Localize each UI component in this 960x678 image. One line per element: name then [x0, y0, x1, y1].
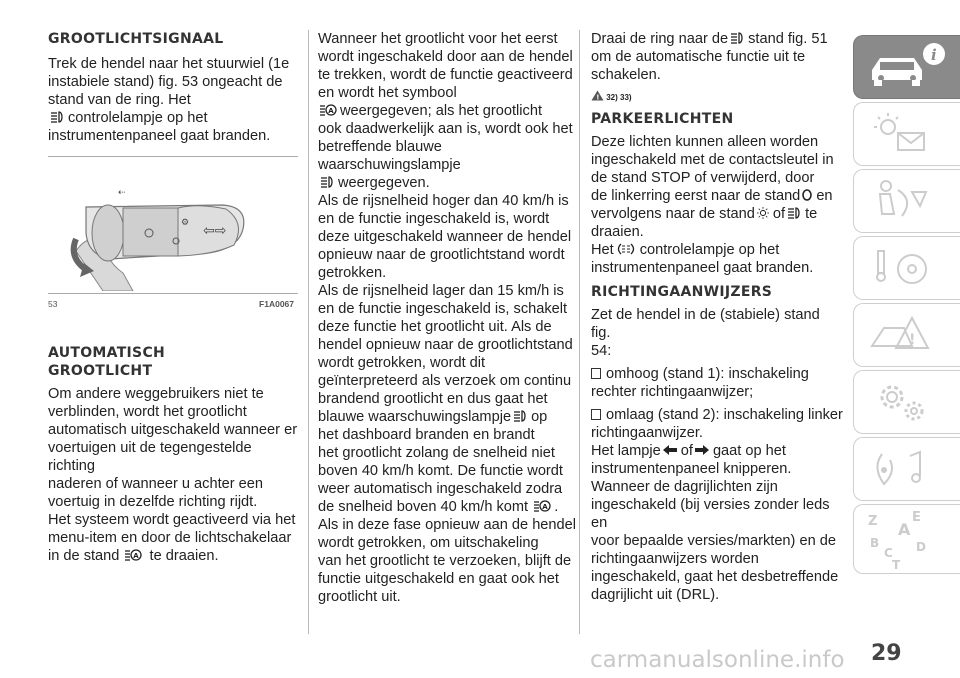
multimedia-icon — [854, 438, 960, 502]
text-span: gaat op het — [712, 443, 786, 459]
text-span: controlelampje op het — [68, 110, 208, 126]
text-line: instrumentenpaneel gaat branden. — [591, 260, 814, 276]
list-item — [591, 406, 843, 424]
text-line — [48, 109, 298, 127]
figure-caption — [48, 295, 298, 313]
text-line: dagrijlicht uit (DRL). — [591, 587, 720, 603]
warning-icon — [591, 90, 604, 101]
svg-text:⚙: ⚙ — [181, 218, 190, 228]
column-divider-2 — [579, 30, 580, 634]
text-line: ingeschakeld, gaat het desbetreffende — [591, 569, 839, 585]
text-span: te — [805, 206, 818, 222]
text-line: deze functie het grootlicht uit. Als de — [318, 319, 552, 335]
text-line: getrokken. — [318, 265, 387, 281]
text-line: Om andere weggebruikers niet te — [48, 386, 264, 402]
warning-triangle-icon — [854, 304, 960, 368]
text-line — [318, 102, 576, 120]
svg-text:Z: Z — [868, 514, 878, 529]
text-line: Als de rijsnelheid hoger dan 40 km/h is — [318, 193, 569, 209]
heading-automatisch: AUTOMATISCH — [48, 345, 166, 361]
text-line: om de automatische functie uit te — [591, 49, 806, 65]
figure-number: 53 — [48, 299, 58, 309]
tab-emergency[interactable] — [853, 303, 960, 367]
text-line — [591, 241, 843, 259]
text-line: instabiele stand) fig. 53 ongeacht de — [48, 74, 283, 90]
text-span: omhoog (stand 1): inschakeling — [606, 366, 809, 382]
text-line: schakelen. — [591, 67, 661, 83]
heading-richtingaanwijzers: RICHTINGAANWIJZERS — [591, 284, 773, 300]
warning-refs — [591, 90, 843, 104]
text-span: weergegeven; als het grootlicht — [340, 103, 543, 119]
bullet-square — [591, 368, 601, 379]
text-line: verblinden, wordt het grootlicht — [48, 404, 247, 420]
tab-index[interactable] — [853, 504, 960, 574]
text-line — [48, 547, 298, 565]
text-line: wordt ingeschakeld door aan de hendel — [318, 49, 573, 65]
text-span: de snelheid boven 40 km/h komt — [318, 499, 529, 515]
text-span: Draai de ring naar de — [591, 31, 729, 47]
text-line: Trek de hendel naar het stuurwiel (1e — [48, 56, 290, 72]
stalk-illustration — [48, 163, 298, 291]
text-line: ingeschakeld (bij versies zonder leds en — [591, 497, 830, 531]
text-line: hendel opnieuw naar de grootlichtstand — [318, 337, 573, 353]
text-line: Wanneer de dagrijlichten zijn — [591, 479, 778, 495]
text-line: het grootlicht zolang de snelheid niet — [318, 445, 555, 461]
text-line: brandend grootlicht en dus gaat het — [318, 391, 548, 407]
column-2 — [318, 30, 576, 606]
text-line: 54: — [591, 343, 612, 359]
side-lights-icon — [756, 207, 770, 219]
high-beam-icon — [729, 32, 745, 44]
tab-starting-driving[interactable] — [853, 236, 960, 300]
text-line: stand van de ring. Het — [48, 92, 191, 108]
text-line: waarschuwingslampje — [318, 157, 461, 173]
text-span: weergegeven. — [338, 175, 430, 191]
gears-icon — [854, 371, 960, 435]
svg-text:A: A — [898, 520, 911, 539]
tab-maintenance[interactable] — [853, 370, 960, 434]
svg-text:E: E — [912, 510, 921, 525]
text-span: op — [531, 409, 548, 425]
tab-lights-warnings[interactable] — [853, 102, 960, 166]
text-line: menu-item en door de lichtschakelaar — [48, 530, 292, 546]
svg-text:A: A — [133, 552, 140, 560]
text-line: weer automatisch ingeschakeld zodra — [318, 481, 563, 497]
auto-high-beam-icon — [124, 549, 142, 561]
text-span: Het — [591, 242, 614, 258]
svg-text:C: C — [884, 546, 893, 560]
svg-text:T: T — [892, 558, 901, 572]
text-span: blauwe waarschuwingslampje — [318, 409, 512, 425]
steering-wheel-icon — [854, 237, 960, 301]
high-beam-icon — [786, 207, 802, 219]
text-line: richtingaanwijzer. — [591, 425, 703, 441]
text-line: Als in deze fase opnieuw aan de hendel — [318, 517, 577, 533]
svg-text:i: i — [931, 46, 937, 64]
heading-grootlichtsignaal: GROOTLICHTSIGNAAL — [48, 31, 224, 47]
left-arrow-icon — [662, 444, 678, 456]
text-line: opnieuw naar de grootlichtstand wordt — [318, 247, 565, 263]
text-line: en de functie ingeschakeld is, wordt — [318, 211, 550, 227]
text-span: vervolgens naar de stand — [591, 206, 755, 222]
right-arrow-icon — [694, 444, 710, 456]
text-line: deze uitgeschakeld wanneer de hendel — [318, 229, 572, 245]
text-line — [591, 30, 843, 48]
text-line: instrumentenpaneel gaat branden. — [48, 128, 271, 144]
text-line: richtingaanwijzers worden — [591, 551, 759, 567]
text-line: Deze lichten kunnen alleen worden — [591, 134, 819, 150]
text-line — [591, 205, 843, 223]
text-line: automatisch uitgeschakeld wanneer er — [48, 422, 298, 438]
text-line: het dashboard branden en brandt — [318, 427, 535, 443]
svg-text:!: ! — [909, 332, 916, 348]
text-line: Als de rijsnelheid lager dan 15 km/h is — [318, 283, 564, 299]
text-span: stand fig. 51 — [748, 31, 828, 47]
text-line: wordt getrokken, om uitschakeling — [318, 535, 539, 551]
tab-car-info[interactable] — [853, 35, 960, 99]
text-span: of — [680, 443, 693, 459]
text-span: en — [816, 188, 833, 204]
high-beam-icon — [319, 176, 335, 188]
column-3 — [591, 30, 843, 604]
text-line: wordt getrokken, wordt dit — [318, 355, 486, 371]
page-number: 29 — [871, 641, 902, 666]
text-line: Het systeem wordt geactiveerd via het — [48, 512, 296, 528]
text-line: en wordt het symbool — [318, 85, 457, 101]
text-span: . — [554, 499, 559, 515]
text-line: voor bepaalde versies/markten) en de — [591, 533, 836, 549]
text-line — [591, 187, 843, 205]
bullet-square — [591, 409, 601, 420]
text-line — [591, 442, 843, 460]
text-span: Het lampje — [591, 443, 661, 459]
airbag-icon — [854, 170, 960, 234]
text-line — [318, 408, 576, 426]
list-item — [591, 365, 843, 383]
svg-text:A: A — [542, 503, 548, 511]
text-span: of — [772, 206, 786, 222]
text-line: ingeschakeld met de contactsleutel in — [591, 152, 834, 168]
high-beam-icon — [512, 410, 528, 422]
alphabet-index-icon — [854, 505, 960, 575]
text-line: functie uitgeschakeld en gaat ook het — [318, 571, 559, 587]
auto-high-beam-icon — [319, 104, 337, 116]
heading-grootlicht: GROOTLICHT — [48, 363, 153, 379]
svg-text:⇠: ⇠ — [118, 188, 126, 198]
figure-code: F1A0067 — [259, 299, 294, 309]
text-line: Wanneer het grootlicht voor het eerst — [318, 31, 558, 47]
text-line: naderen of wanneer u achter een — [48, 476, 264, 492]
text-span: te draaien. — [149, 548, 219, 564]
text-line: betreffende blauwe — [318, 139, 442, 155]
text-line: rechter richtingaanwijzer; — [591, 384, 754, 400]
svg-text:D: D — [916, 540, 926, 554]
text-line: geïnterpreteerd als verzoek om continu — [318, 373, 572, 389]
position-o-icon — [801, 189, 813, 201]
auto-section — [48, 344, 298, 565]
text-line — [318, 498, 576, 516]
watermark: carmanualsonline.info — [590, 647, 845, 673]
tab-safety[interactable] — [853, 169, 960, 233]
text-line — [318, 174, 576, 192]
column-1 — [48, 30, 298, 564]
text-line: draaien. — [591, 224, 644, 240]
figure-separator — [48, 156, 298, 157]
text-line: van het grootlicht te verzoeken, blijft de — [318, 553, 572, 569]
svg-text:A: A — [328, 107, 334, 115]
lights-warning-icon — [854, 103, 960, 167]
svg-text:⇦⇨: ⇦⇨ — [203, 223, 227, 239]
text-line: grootlicht uit. — [318, 589, 401, 605]
svg-text:B: B — [870, 536, 880, 550]
text-line: instrumentenpaneel knipperen. — [591, 461, 792, 477]
high-beam-icon — [49, 111, 65, 123]
text-span: de linkerring eerst naar de stand — [591, 188, 801, 204]
auto-high-beam-icon — [533, 500, 551, 512]
text-line: de stand STOP of verwijderd, door — [591, 170, 815, 186]
text-span: omlaag (stand 2): inschakeling linker — [606, 407, 843, 423]
text-span: in de stand — [48, 548, 120, 564]
warning-ref-numbers: 32) 33) — [606, 93, 632, 102]
text-line: boven 40 km/h komt. De functie wordt — [318, 463, 563, 479]
column-divider-1 — [308, 30, 309, 634]
parking-lights-icon — [615, 243, 637, 255]
text-line: voertuig in dezelfde richting rijdt. — [48, 494, 258, 510]
text-line: voertuigen uit de tegengestelde richting — [48, 440, 252, 474]
figure-caption-rule — [48, 293, 298, 294]
text-span: controlelampje op het — [639, 242, 780, 258]
text-line: te trekken, wordt de functie geactiveerd — [318, 67, 573, 83]
tab-multimedia[interactable] — [853, 437, 960, 501]
car-info-icon — [854, 36, 960, 100]
text-line: ook daadwerkelijk aan is, wordt ook het — [318, 121, 573, 137]
text-line: Zet de hendel in de (stabiele) stand fig. — [591, 307, 820, 341]
text-line: en de functie ingeschakeld is, schakelt — [318, 301, 568, 317]
svg-text:!: ! — [596, 93, 600, 101]
heading-parkeerlichten: PARKEERLICHTEN — [591, 111, 734, 127]
figure-53 — [48, 163, 298, 291]
